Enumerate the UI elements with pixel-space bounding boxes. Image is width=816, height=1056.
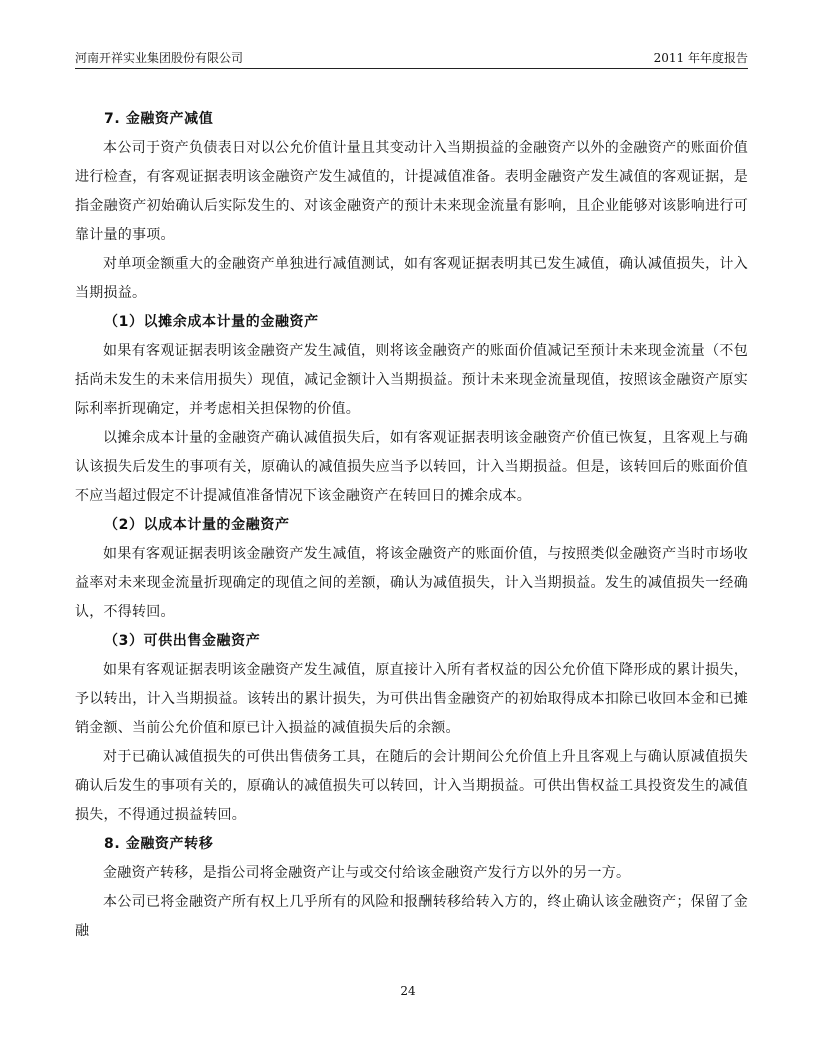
subsection-2-heading: （2）以成本计量的金融资产 — [104, 517, 290, 533]
section-7-heading: 7. 金融资产减值 — [104, 111, 214, 127]
section-7-paragraph-2: 对单项金额重大的金融资产单独进行减值测试，如有客观证据表明其已发生减值，确认减值损失，计入当期损益。 — [75, 256, 748, 301]
subsection-3-paragraph-1: 如果有客观证据表明该金融资产发生减值，原直接计入所有者权益的因公允价值下降形成的累计损失，予以转出，计入当期损益。该转出的累计损失，为可供出售金融资产的初始取得成本扣除已收回本金和已摊销金额、当前公允价值和原已计入损益的减值损失后的余额。 — [75, 662, 748, 736]
section-8-heading: 8. 金融资产转移 — [104, 836, 214, 852]
header-company-name: 河南开祥实业集团股份有限公司 — [75, 51, 244, 65]
section-8-paragraph-1: 金融资产转移，是指公司将金融资产让与或交付给该金融资产发行方以外的另一方。 — [103, 865, 631, 881]
subsection-1-heading: （1）以摊余成本计量的金融资产 — [104, 314, 319, 330]
section-7-paragraph-1: 本公司于资产负债表日对以公允价值计量且其变动计入当期损益的金融资产以外的金融资产的账面价值进行检查，有客观证据表明该金融资产发生减值的，计提减值准备。表明金融资产发生减值的客观证据，是指金融资产初始确认后实际发生的、对该金融资产的预计未来现金流量有影响，且企业能够对该影响进行可靠计量的事项。 — [75, 140, 748, 243]
subsection-1-paragraph-1: 如果有客观证据表明该金融资产发生减值，则将该金融资产的账面价值减记至预计未来现金流量（不包括尚未发生的未来信用损失）现值，减记金额计入当期损益。预计未来现金流量现值，按照该金融资产原实际利率折现确定，并考虑相关担保物的价值。 — [75, 343, 748, 417]
subsection-3-heading: （3）可供出售金融资产 — [104, 633, 261, 649]
subsection-3-paragraph-2: 对于已确认减值损失的可供出售债务工具，在随后的会计期间公允价值上升且客观上与确认原减值损失确认后发生的事项有关的，原确认的减值损失可以转回，计入当期损益。可供出售权益工具投资发生的减值损失，不得通过损益转回。 — [75, 749, 748, 823]
section-8-paragraph-2: 本公司已将金融资产所有权上几乎所有的风险和报酬转移给转入方的，终止确认该金融资产；保留了金融 — [75, 894, 748, 939]
document-body — [75, 105, 748, 946]
page-header — [75, 50, 748, 69]
header-report-title: 2011 年年度报告 — [653, 51, 748, 65]
subsection-1-paragraph-2: 以摊余成本计量的金融资产确认减值损失后，如有客观证据表明该金融资产价值已恢复，且客观上与确认该损失后发生的事项有关，原确认的减值损失应当予以转回，计入当期损益。但是，该转回后的账面价值不应当超过假定不计提减值准备情况下该金融资产在转回日的摊余成本。 — [75, 430, 748, 504]
page-number: 24 — [400, 984, 416, 998]
subsection-2-paragraph-1: 如果有客观证据表明该金融资产发生减值，将该金融资产的账面价值，与按照类似金融资产当时市场收益率对未来现金流量折现确定的现值之间的差额，确认为减值损失，计入当期损益。发生的减值损失一经确认，不得转回。 — [75, 546, 748, 620]
